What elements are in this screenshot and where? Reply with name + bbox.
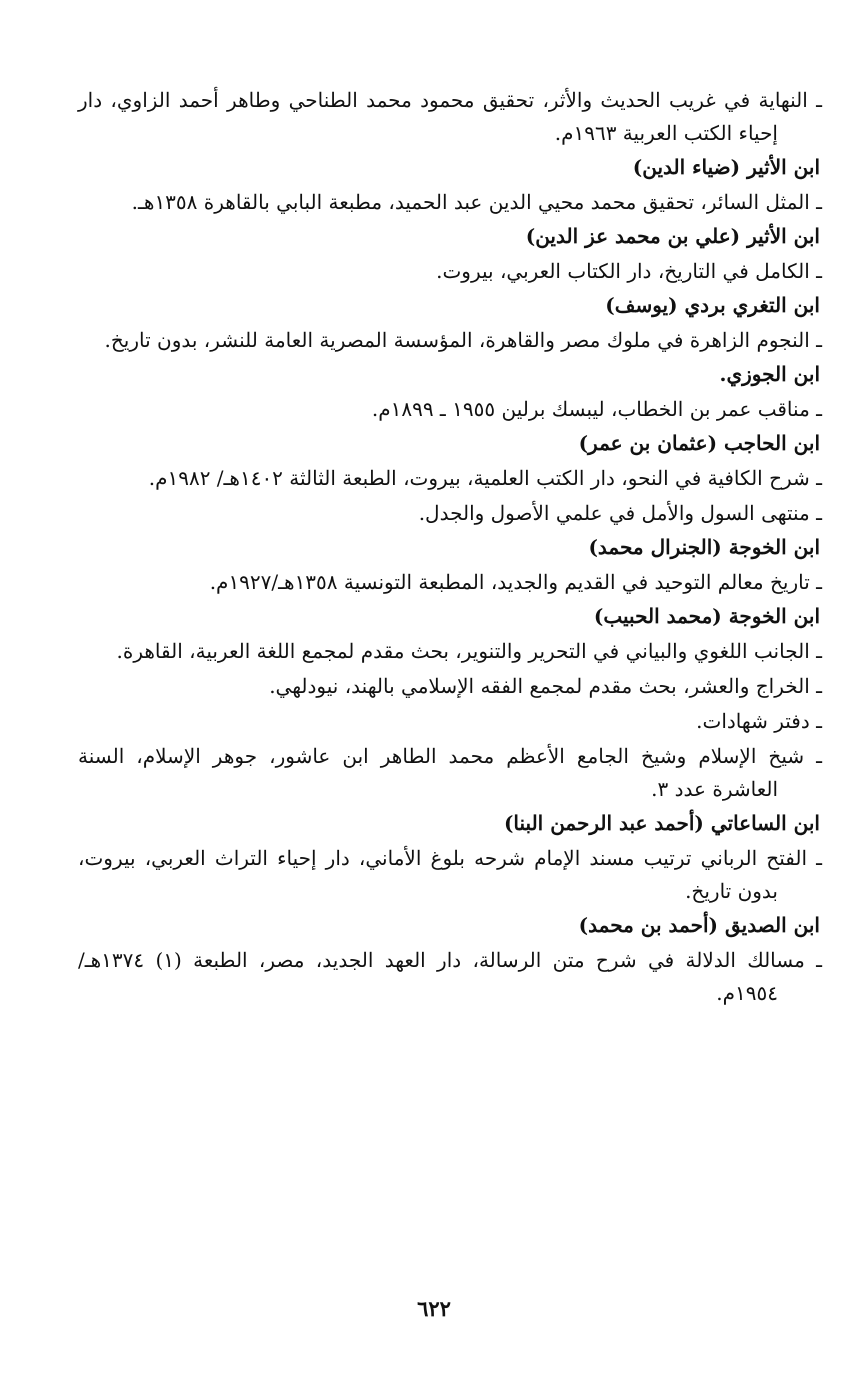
work-citation: ـ مسالك الدلالة في شرح متن الرسالة، دار العهد الجديد، مصر، الطبعة (١) ١٣٧٤هـ/ ١٩٥٤م. (78, 948, 822, 1005)
work-citation: ـ النجوم الزاهرة في ملوك مصر والقاهرة، المؤسسة المصرية العامة للنشر، بدون تاريخ. (104, 328, 822, 352)
work-citation: ـ الكامل في التاريخ، دار الكتاب العربي، بيروت. (436, 259, 822, 283)
bibliography-entry (78, 221, 822, 288)
bibliography-entry (78, 532, 822, 599)
author-heading: ابن الأثير (علي بن محمد عز الدين) (525, 224, 820, 248)
work-citation: ـ دفتر شهادات. (696, 709, 822, 733)
work-citation: ـ شيخ الإسلام وشيخ الجامع الأعظم محمد الطاهر ابن عاشور، جوهر الإسلام، السنة العاشرة عدد ٣. (78, 744, 822, 801)
work-citation: ـ الخراج والعشر، بحث مقدم لمجمع الفقه الإسلامي بالهند، نيودلهي. (269, 674, 822, 698)
bibliography-entry (78, 152, 822, 219)
author-heading: ابن الساعاتي (أحمد عبد الرحمن البنا) (503, 811, 820, 835)
work-citation: ـ المثل السائر، تحقيق محمد محيي الدين عبد الحميد، مطبعة البابي بالقاهرة ١٣٥٨هـ. (131, 190, 822, 214)
author-heading: ابن الجوزي. (719, 362, 820, 386)
author-heading: ابن الخوجة (محمد الحبيب) (593, 604, 820, 628)
bibliography-list (78, 84, 822, 1012)
work-citation: ـ تاريخ معالم التوحيد في القديم والجديد، المطبعة التونسية ١٣٥٨هـ/١٩٢٧م. (209, 570, 822, 594)
work-citation: ـ الفتح الرباني ترتيب مسند الإمام شرحه بلوغ الأماني، دار إحياء التراث العربي، بيروت، بدون تاريخ. (78, 846, 822, 903)
author-heading: ابن الأثير (ضياء الدين) (632, 155, 820, 179)
bibliography-entry (78, 359, 822, 426)
page-number: ٦٢٢ (417, 1296, 451, 1321)
bibliography-entry (78, 910, 822, 1010)
bibliography-entry (78, 290, 822, 357)
bibliography-entry (78, 601, 822, 806)
bibliography-entry (78, 428, 822, 530)
bibliography-entry (78, 808, 822, 908)
work-citation: ـ الجانب اللغوي والبياني في التحرير والتنوير، بحث مقدم لمجمع اللغة العربية، القاهرة. (116, 639, 822, 663)
author-heading: ابن الحاجب (عثمان بن عمر) (578, 431, 820, 455)
work-citation: ـ منتهى السول والأمل في علمي الأصول والجدل. (418, 501, 822, 525)
work-citation: ـ شرح الكافية في النحو، دار الكتب العلمية، بيروت، الطبعة الثالثة ١٤٠٢هـ/ ١٩٨٢م. (148, 466, 822, 490)
author-heading: ابن الصديق (أحمد بن محمد) (578, 913, 820, 937)
work-citation: ـ النهاية في غريب الحديث والأثر، تحقيق محمود محمد الطناحي وطاهر أحمد الزاوي، دار إحياء الكتب العربية ١٩٦٣م. (78, 88, 822, 145)
author-heading: ابن التغري بردي (يوسف) (605, 293, 820, 317)
author-heading: ابن الخوجة (الجنرال محمد) (588, 535, 820, 559)
bibliography-entry (78, 84, 822, 150)
work-citation: ـ مناقب عمر بن الخطاب، ليبسك برلين ١٩٥٥ ـ ١٨٩٩م. (371, 397, 822, 421)
